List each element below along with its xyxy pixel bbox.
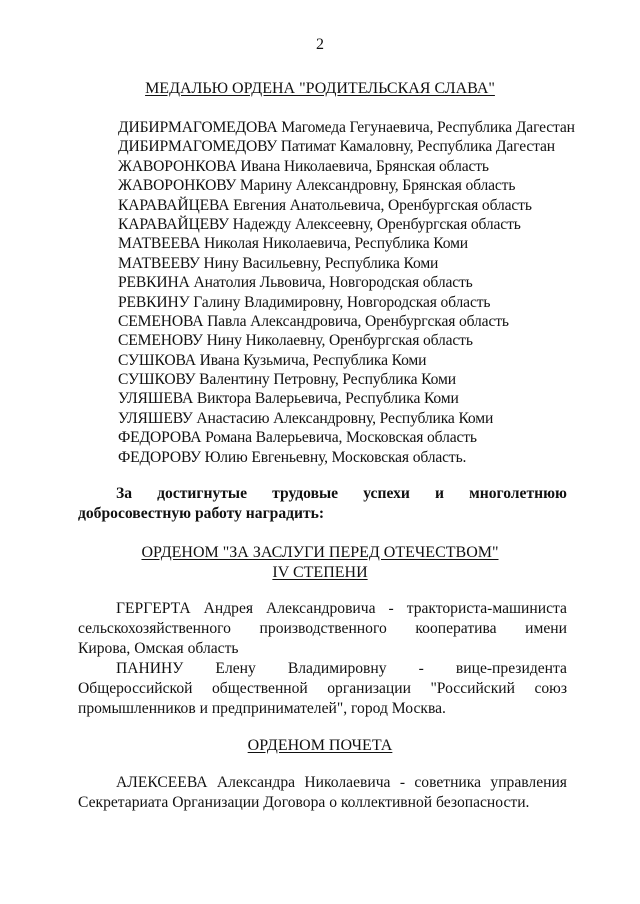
recipient-item: ФЕДОРОВА Романа Валерьевича, Московская область [118, 429, 477, 447]
award-intro-line2: добросовестную работу наградить: [78, 505, 325, 522]
word: общественной [211, 680, 308, 697]
recipient-item: КАРАВАЙЦЕВА Евгения Анатольевича, Оренбургская область [118, 196, 532, 214]
order-honor-heading [0, 736, 640, 756]
award-intro [78, 484, 567, 524]
gergert-line1 [78, 599, 567, 619]
recipient-item: УЛЯШЕВУ Анастасию Александровну, Республика Коми [118, 409, 494, 427]
order-merit-heading-line2 [0, 563, 640, 583]
order-merit-heading-line1 [0, 543, 640, 563]
panina-line1 [78, 659, 567, 679]
word: Николаевича [304, 774, 391, 791]
recipient-item: СУШКОВА Ивана Кузьмича, Республика Коми [118, 351, 427, 369]
word: АЛЕКСЕЕВА [116, 774, 208, 791]
recipient-item: РЕВКИНА Анатолия Львовича, Новгородская область [118, 274, 473, 292]
word: - [418, 660, 424, 677]
word: управления [490, 774, 567, 791]
recipient-item: МАТВЕЕВА Николая Николаевича, Республика Коми [118, 235, 468, 253]
page-number: 2 [316, 36, 324, 53]
word: достигнутые [157, 485, 248, 502]
recipient-item: КАРАВАЙЦЕВУ Надежду Алексеевну, Оренбургская область [118, 215, 521, 233]
award-intro-line1 [78, 484, 567, 504]
word: союз [534, 680, 567, 697]
alekseev-line2: Секретариата Организации Договора о коллективной безопасности. [78, 794, 530, 811]
word: ГЕРГЕРТА [116, 600, 191, 617]
recipient-item: ЖАВОРОНКОВУ Марину Александровну, Брянская область [118, 177, 516, 195]
recipient-item: СЕМЕНОВУ Нину Николаевну, Оренбургская область [118, 332, 473, 350]
word: Общероссийской [78, 680, 193, 697]
word: Владимировну [287, 660, 387, 677]
word: - [388, 600, 394, 617]
word: многолетнюю [469, 485, 567, 502]
word: "Российский [430, 680, 515, 697]
gergert-line3: Кирова, Омская область [78, 640, 239, 657]
word: За [116, 485, 133, 502]
medal-section-heading-text: МЕДАЛЬЮ ОРДЕНА "РОДИТЕЛЬСКАЯ СЛАВА" [145, 80, 495, 97]
recipient-item: СЕМЕНОВА Павла Александровича, Оренбургская область [118, 312, 509, 330]
word: имени [525, 620, 567, 637]
recipient-item: МАТВЕЕВУ Нину Васильевну, Республика Коми [118, 254, 439, 272]
gergert-entry [78, 599, 567, 659]
word: вице-президента [455, 660, 567, 677]
panina-entry [78, 659, 567, 719]
word: сельскохозяйственного [78, 620, 231, 637]
panina-line3: промышленников и предпринимателей", город Москва. [78, 700, 446, 717]
recipient-item: РЕВКИНУ Галину Владимировну, Новгородская область [118, 293, 491, 311]
panina-line2 [78, 679, 567, 699]
recipient-item: ДИБИРМАГОМЕДОВУ Патимат Камаловну, Республика Дагестан [118, 138, 555, 156]
alekseev-line1 [78, 773, 567, 793]
order-honor-heading-text: ОРДЕНОМ ПОЧЕТА [247, 737, 393, 754]
recipient-item: ЖАВОРОНКОВА Ивана Николаевича, Брянская область [118, 157, 489, 175]
alekseev-entry [78, 773, 567, 813]
word: Александра [216, 774, 296, 791]
word: и [434, 485, 444, 502]
word: Елену [215, 660, 256, 677]
word: советника [414, 774, 482, 791]
gergert-line2 [78, 619, 567, 639]
order-merit-heading-line1-text: ОРДЕНОМ "ЗА ЗАСЛУГИ ПЕРЕД ОТЕЧЕСТВОМ" [141, 544, 499, 561]
recipient-item: ФЕДОРОВУ Юлию Евгеньевну, Московская область. [118, 448, 467, 466]
word: успехи [363, 485, 410, 502]
word: тракториста-машиниста [406, 600, 567, 617]
medal-recipient-list [118, 118, 575, 467]
word: кооператива [415, 620, 497, 637]
word: организации [327, 680, 411, 697]
word: Александровича [266, 600, 376, 617]
word: - [399, 774, 406, 791]
word: производственного [259, 620, 387, 637]
word: Андрея [203, 600, 254, 617]
recipient-item: ДИБИРМАГОМЕДОВА Магомеда Гегунаевича, Республика Дагестан [118, 119, 575, 136]
order-merit-heading-line2-text: IV СТЕПЕНИ [272, 564, 368, 581]
medal-section-heading [0, 79, 640, 99]
word: ПАНИНУ [116, 660, 184, 677]
word: трудовые [272, 485, 339, 502]
recipient-item: СУШКОВУ Валентину Петровну, Республика Коми [118, 371, 456, 389]
recipient-item: УЛЯШЕВА Виктора Валерьевича, Республика Коми [118, 390, 459, 408]
